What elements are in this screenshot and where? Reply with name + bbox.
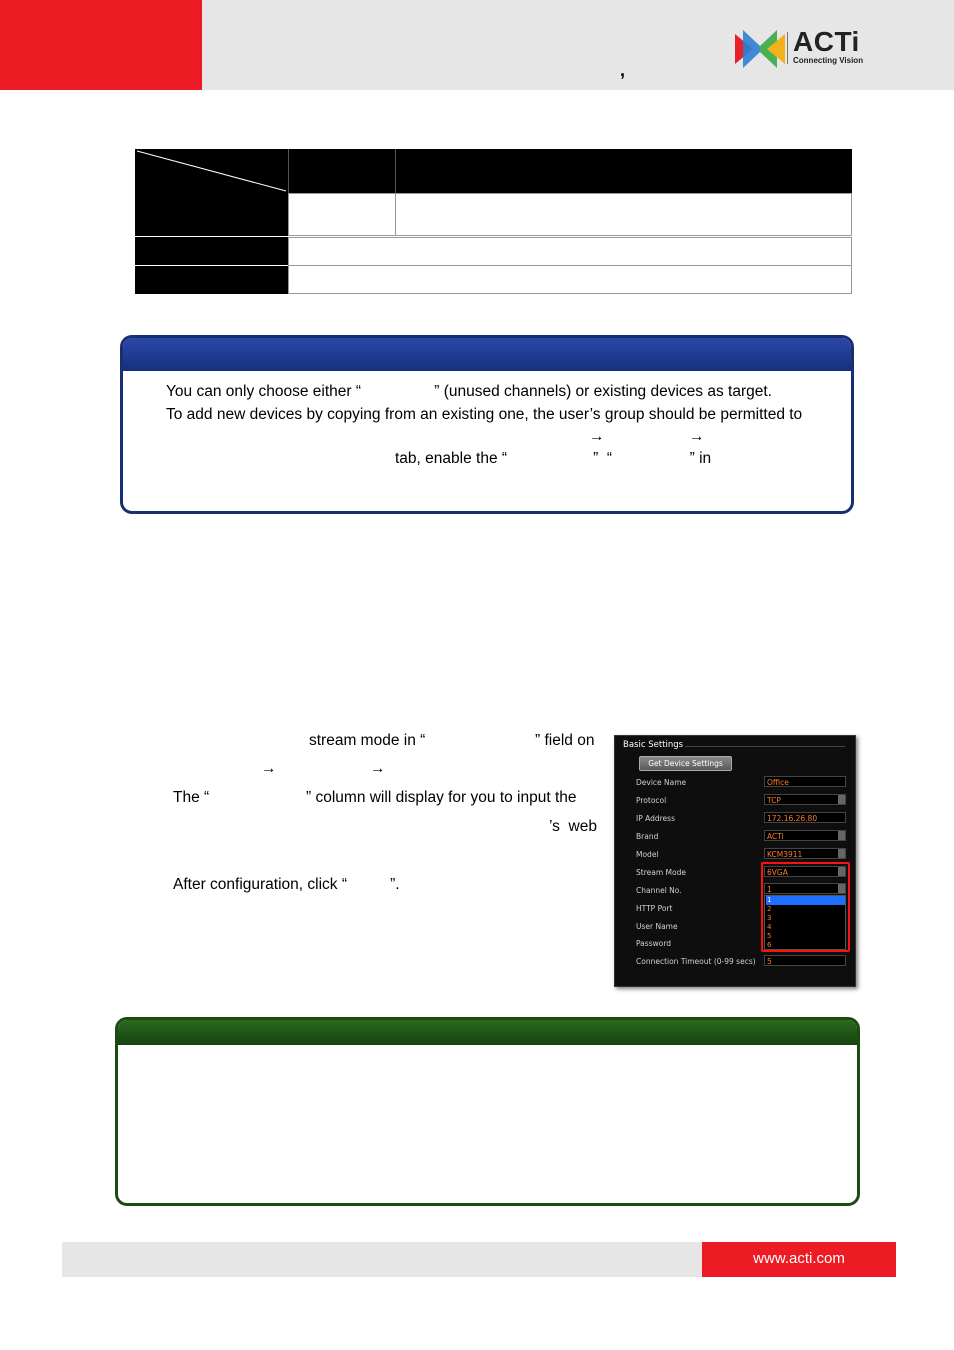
- channel-option[interactable]: 1: [766, 896, 845, 905]
- field-label-brand: Brand: [636, 832, 659, 841]
- field-label-http-port: HTTP Port: [636, 904, 673, 913]
- field-label-stream-mode: Stream Mode: [636, 868, 686, 877]
- note-line: You can only choose either “ ” (unused channels) or existing devices as target.: [166, 383, 772, 400]
- field-label-user-name: User Name: [636, 922, 678, 931]
- body-line: stream mode in “: [309, 732, 426, 749]
- channel-option[interactable]: 4: [767, 923, 772, 931]
- model-select[interactable]: KCM3911: [764, 848, 846, 859]
- note-line: tab, enable the “ ” “ ” in: [395, 450, 712, 467]
- arrow-right-icon: →: [589, 428, 605, 445]
- logo-tagline: Connecting Vision: [793, 56, 864, 65]
- table-header-cell: [395, 149, 852, 193]
- diagonal-divider-icon: [135, 149, 288, 193]
- logo-wordmark: ACTi: [793, 26, 860, 57]
- table-header-cell: [288, 149, 395, 193]
- table-row-header: [135, 266, 288, 294]
- channel-option[interactable]: 2: [767, 905, 772, 913]
- logo-separator: [787, 32, 788, 64]
- channel-option[interactable]: 3: [767, 914, 772, 922]
- field-label-channel-no: Channel No.: [636, 886, 682, 895]
- table-row-header: [135, 237, 288, 265]
- field-label-device-name: Device Name: [636, 778, 687, 787]
- logo-mark-icon: [735, 30, 785, 68]
- footer-url-link[interactable]: www.acti.com: [702, 1242, 896, 1277]
- note-box-green: [115, 1017, 860, 1206]
- basic-settings-panel: [614, 735, 856, 987]
- header-comma: ,: [620, 60, 626, 80]
- header-red-block: [0, 0, 202, 90]
- field-label-ip-address: IP Address: [636, 814, 675, 823]
- arrow-right-icon: →: [370, 760, 386, 777]
- body-line: ” column will display for you to input the: [306, 789, 577, 806]
- field-label-connection-timeout: Connection Timeout (0-99 secs): [636, 957, 756, 966]
- connection-timeout-input[interactable]: 5: [764, 955, 846, 966]
- footer-bar: [62, 1242, 702, 1277]
- device-name-input[interactable]: Office: [764, 776, 846, 787]
- note-header-bar: [123, 338, 851, 371]
- channel-option[interactable]: 5: [767, 932, 772, 940]
- table-cell: [395, 193, 852, 236]
- panel-title-divider: [685, 746, 845, 747]
- channel-option[interactable]: 6: [767, 941, 772, 949]
- body-line: After configuration, click “ ”.: [173, 876, 400, 893]
- note-box-blue: [120, 335, 854, 514]
- table-cell: [288, 265, 852, 294]
- stream-mode-select[interactable]: 6VGA: [764, 866, 846, 877]
- acti-logo: [735, 26, 870, 68]
- body-line: ” field on: [535, 732, 595, 749]
- stream-mode-highlight: [761, 862, 850, 952]
- permission-table: [135, 149, 852, 294]
- arrow-right-icon: →: [261, 760, 277, 777]
- table-row-header: [135, 193, 288, 236]
- body-line: ’s web: [549, 818, 597, 835]
- get-device-settings-button[interactable]: Get Device Settings: [639, 756, 732, 771]
- arrow-right-icon: →: [689, 428, 705, 445]
- body-line: The “: [173, 789, 210, 806]
- protocol-select[interactable]: TCP: [764, 794, 846, 805]
- field-label-model: Model: [636, 850, 659, 859]
- field-label-password: Password: [636, 939, 672, 948]
- brand-select[interactable]: ACTi: [764, 830, 846, 841]
- channel-no-select[interactable]: 1: [764, 883, 846, 894]
- panel-title: Basic Settings: [623, 740, 684, 750]
- table-cell: [288, 193, 396, 236]
- table-corner-cell: [135, 149, 288, 193]
- note-header-bar: [118, 1020, 857, 1045]
- note-line: To add new devices by copying from an existing one, the user’s group should be permitted to: [166, 406, 803, 423]
- field-label-protocol: Protocol: [636, 796, 667, 805]
- table-cell: [288, 237, 852, 266]
- ip-address-input[interactable]: 172.16.26.80: [764, 812, 846, 823]
